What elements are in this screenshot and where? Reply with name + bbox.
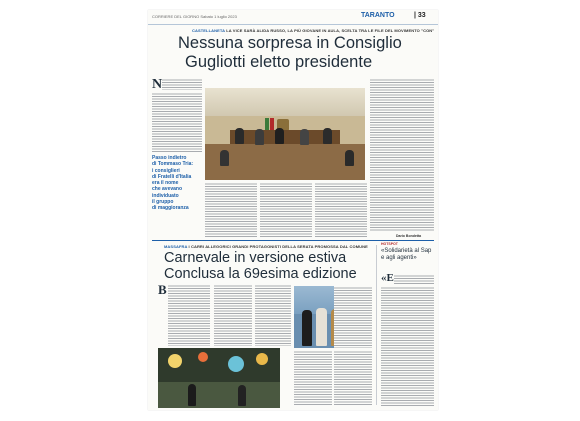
carnival-photo — [158, 348, 280, 408]
article1-text-col1a — [162, 78, 202, 90]
masthead — [152, 14, 237, 19]
article1-sidebar-caption: Passo indietro di Tommaso Tria: i consiglieri di Fratelli d'Italia era il nome che avevano individuato il gruppo di maggioranza — [152, 155, 194, 211]
article1-headline-line1: Nessuna sorpresa in Consiglio — [178, 34, 402, 52]
article1-signature: Dario Bondetta — [396, 234, 422, 238]
article2-text-col2 — [214, 284, 252, 346]
article2-text-col6 — [334, 286, 372, 348]
page-number: | 33 — [414, 12, 426, 19]
article2-text-col3 — [255, 284, 291, 346]
council-photo — [205, 88, 365, 180]
newspaper-page — [148, 10, 438, 410]
article1-kicker-text: LA VICE SARÀ ALIDA RUSSO, LA PIÙ GIOVANE IN AULA, SCELTA TRA LE FILE DEL MOVIMENTO "CON" — [226, 28, 435, 33]
article2-dropcap: B — [158, 282, 167, 297]
column-divider — [376, 245, 377, 405]
article1-text-col2 — [205, 182, 257, 237]
sidebar2-text-a — [394, 274, 434, 284]
article1-headline-line2: Gugliotti eletto presidente — [185, 53, 373, 71]
article1-kicker — [192, 28, 434, 33]
article2-text-col1 — [168, 284, 210, 346]
article1-text-col4 — [315, 182, 367, 237]
sidebar2-dropcap: «E — [381, 272, 394, 284]
article2-kicker — [164, 244, 368, 249]
article2-text-col5 — [334, 350, 372, 406]
article1-dropcap: N — [152, 77, 163, 92]
publication-date: Sabato 1 luglio 2023 — [200, 14, 237, 19]
article2-kicker-text: I CARRI ALLEGORICI GRANDI PROTAGONISTI DELLA SERATA PROMOSSA DAL COMUNE — [188, 244, 368, 249]
article2-headline-line1: Carnevale in versione estiva — [164, 250, 347, 266]
sidebar2-title: «Solidarietà al Sap e agli agenti» — [381, 248, 432, 261]
article2-location: MASSAFRA — [164, 244, 188, 249]
publication-name: CORRIERE DEL GIORNO — [152, 14, 200, 19]
article2-text-col4 — [294, 350, 332, 406]
section-name: TARANTO — [361, 12, 395, 19]
page-header — [148, 10, 438, 25]
article-divider — [152, 240, 434, 241]
article1-text-col3 — [260, 182, 312, 237]
article1-text-col1b — [152, 92, 202, 152]
article1-text-col5 — [370, 78, 434, 232]
sidebar2-kicker: HOTSPOT — [381, 242, 398, 246]
article1-location: CASTELLANETA — [192, 28, 225, 33]
article2-headline-line2: Conclusa la 69esima edizione — [164, 266, 357, 282]
sidebar2-text-b — [381, 286, 434, 406]
